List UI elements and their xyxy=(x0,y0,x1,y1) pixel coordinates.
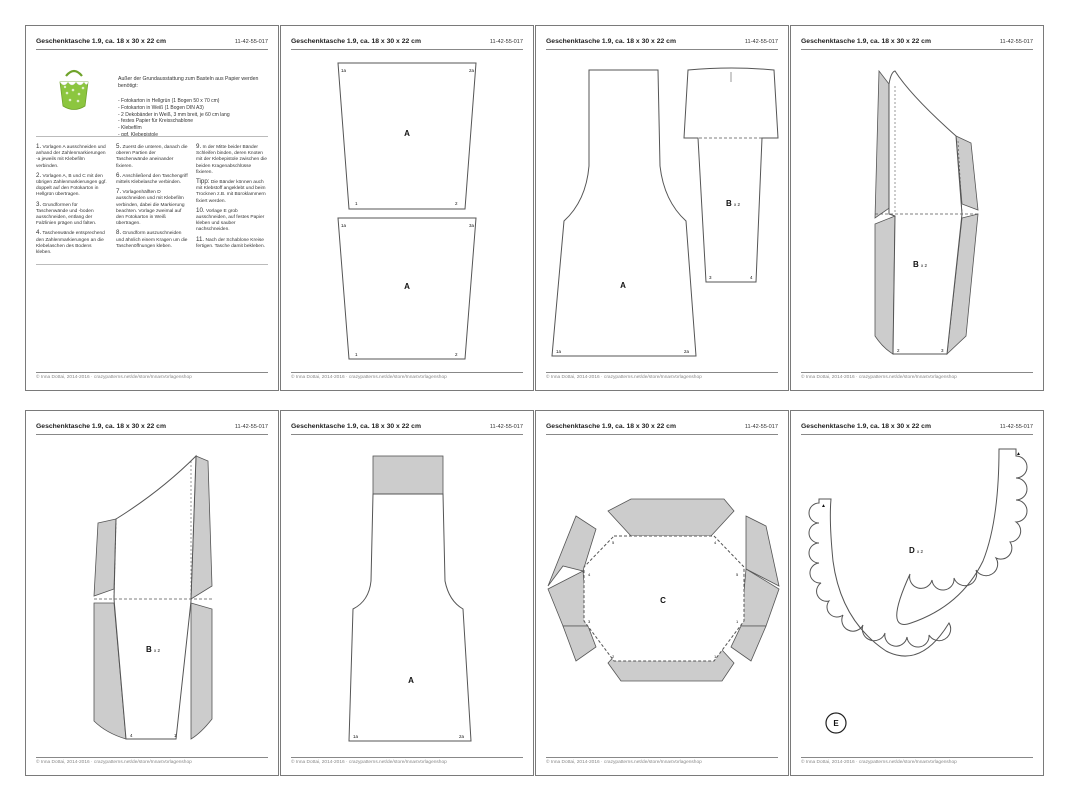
page-title: Geschenktasche 1.9, ca. 18 x 30 x 22 cm xyxy=(801,38,931,45)
page-template-a-handle xyxy=(280,410,534,776)
pattern-code: 11-42-55-017 xyxy=(489,39,523,45)
multiplier-label: x 2 xyxy=(154,648,161,653)
marker-label: 2a xyxy=(684,349,690,354)
page-title: Geschenktasche 1.9, ca. 18 x 30 x 22 cm xyxy=(291,423,421,430)
list-item: - ggf. Klebepistole xyxy=(118,131,159,138)
piece-a-handle xyxy=(552,70,696,356)
marker-label: 2a xyxy=(459,734,465,739)
piece-label: A xyxy=(408,676,414,685)
piece-label: D xyxy=(909,546,915,555)
marker-label: 1 xyxy=(355,352,358,357)
pattern-code: 11-42-55-017 xyxy=(744,39,778,45)
marker-label: 1a xyxy=(341,68,347,73)
pattern-pieces xyxy=(281,411,534,776)
footer-divider xyxy=(801,757,1033,758)
pattern-pieces xyxy=(536,411,789,776)
materials-list xyxy=(118,98,274,139)
page-title: Geschenktasche 1.9, ca. 18 x 30 x 22 cm xyxy=(801,423,931,430)
marker-label: 2 xyxy=(897,348,900,353)
step: 7. Vorlagenhälften D ausschneiden und mit Klebefilm verbinden, dabei die Markierung beachten. Vorlage zweimal auf den Fotokarton in Weiß übertragen. xyxy=(116,188,185,227)
step: 9. In der Mitte beider Bänder Schleifen binden, deren Knoten mit der Klebepistole zwischen die beiden Kragenabschlüsse fixieren. xyxy=(196,143,267,175)
page-template-b-1 xyxy=(790,25,1044,391)
footer-divider xyxy=(291,757,523,758)
glue-flap xyxy=(94,519,116,596)
page-title: Geschenktasche 1.9, ca. 18 x 30 x 22 cm xyxy=(36,38,166,45)
pattern-pieces xyxy=(26,411,279,776)
piece-label: B xyxy=(913,260,919,269)
marker-label: ▲ xyxy=(821,503,826,509)
footer-copyright: © Inna Dottai, 2014-2016 · crazypatterns.net/de/store/InnasVorlagenshop xyxy=(291,760,447,765)
instructions-column-2 xyxy=(116,144,188,253)
multiplier-label: x 2 xyxy=(734,202,741,207)
footer-copyright: © Inna Dottai, 2014-2016 · crazypatterns.net/de/store/InnasVorlagenshop xyxy=(36,375,192,380)
list-item: - Fotokarton in Weiß (1 Bogen DIN A3) xyxy=(118,104,204,111)
glue-flap xyxy=(373,456,443,494)
marker-label: 2 xyxy=(455,201,458,206)
footer-copyright: © Inna Dottai, 2014-2016 · crazypatterns.net/de/store/InnasVorlagenshop xyxy=(801,375,957,380)
pattern-pieces xyxy=(791,26,1044,391)
pattern-pieces xyxy=(791,411,1044,776)
section-divider xyxy=(36,264,268,265)
piece-b-outline xyxy=(684,68,778,282)
page-template-a-b xyxy=(535,25,789,391)
footer-divider xyxy=(36,757,268,758)
footer-divider xyxy=(291,372,523,373)
step: 3. Grundformen für Taschenwände und -boden ausschneiden, entlang der Falzlinien prägen und falten. xyxy=(36,200,97,227)
page-template-b-2 xyxy=(25,410,279,776)
list-item: - 2 Dekobänder in Weiß, 3 mm breit, je 60 cm lang xyxy=(118,111,230,118)
section-divider xyxy=(36,136,268,137)
marker-label: 1 xyxy=(736,619,739,624)
marker-label: 1a xyxy=(341,223,347,228)
list-item: - Klebefilm xyxy=(118,125,142,132)
step: 2. Vorlagen A, B und C mit den übrigen Zahlenmarkierungen ggf. doppelt auf den Fotokarton in Hellgrün übertragen. xyxy=(36,171,107,198)
piece-b xyxy=(114,456,196,739)
marker-label: 3a xyxy=(469,223,475,228)
piece-d-lower xyxy=(809,499,951,656)
footer-copyright: © Inna Dottai, 2014-2016 · crazypatterns.net/de/store/InnasVorlagenshop xyxy=(546,375,702,380)
page-title: Geschenktasche 1.9, ca. 18 x 30 x 22 cm xyxy=(546,38,676,45)
footer-divider xyxy=(801,372,1033,373)
piece-d-upper xyxy=(897,449,1027,624)
step: 11. Nach der Schablone Kreise fertigen. Tasche damit bekleben. xyxy=(196,235,265,249)
marker-label: 5 xyxy=(736,572,739,577)
step: 6. Anschließend den Taschengriff mittels Klebelasche verbinden. xyxy=(116,171,188,186)
marker-label: 4 xyxy=(588,572,591,577)
step: 1. Vorlagen A ausschneiden und anhand der Zahlenmarkierungen -a jeweils mit Klebefilm verbinden. xyxy=(36,143,106,169)
piece-label: B xyxy=(146,645,152,654)
pattern-pieces xyxy=(536,26,789,391)
footer-divider xyxy=(36,372,268,373)
step: 10. Vorlage E grob ausschneiden, auf festes Papier kleben und sauber nachschneiden. xyxy=(196,206,265,233)
piece-label: A xyxy=(620,281,626,290)
pattern-code: 11-42-55-017 xyxy=(234,424,268,430)
instructions-column-3 xyxy=(196,144,268,253)
page-template-a-tops xyxy=(280,25,534,391)
step: 8. Grundform auszuschneiden und ähnlich einem Kragen um die Taschenöffnungen kleben. xyxy=(116,229,188,249)
step: 5. Zuerst die unteren, danach die oberen Partien der Taschenwände aneinander fixieren. xyxy=(116,143,188,169)
footer-copyright: © Inna Dottai, 2014-2016 · crazypatterns.net/de/store/InnasVorlagenshop xyxy=(291,375,447,380)
marker-label: 2 xyxy=(612,654,615,659)
page-title: Geschenktasche 1.9, ca. 18 x 30 x 22 cm xyxy=(291,38,421,45)
marker-label: ▲ xyxy=(1016,451,1021,457)
page-title: Geschenktasche 1.9, ca. 18 x 30 x 22 cm xyxy=(36,423,166,430)
pattern-pieces xyxy=(281,26,534,391)
list-item: - Fotokarton in Hellgrün (1 Bogen 50 x 70 cm) xyxy=(118,98,220,104)
marker-label: 1 xyxy=(174,733,177,738)
step: 4. Taschenwände entsprechend den Zahlenmarkierungen an die Klebelaschen des Bodens kleben. xyxy=(36,229,105,256)
glue-flap xyxy=(608,499,734,536)
pattern-code: 11-42-55-017 xyxy=(744,424,778,430)
glue-flap xyxy=(191,603,212,739)
marker-label: 1a xyxy=(556,349,562,354)
piece-b xyxy=(889,71,962,354)
marker-label: 3 xyxy=(588,619,591,624)
piece-label: E xyxy=(833,719,839,728)
marker-label: 3 xyxy=(941,348,944,353)
footer-copyright: © Inna Dottai, 2014-2016 · crazypatterns.net/de/store/InnasVorlagenshop xyxy=(36,760,192,765)
glue-flap xyxy=(563,626,596,661)
marker-label: 1 xyxy=(714,654,717,659)
page-template-c xyxy=(535,410,789,776)
piece-label: C xyxy=(660,596,666,605)
multiplier-label: x 2 xyxy=(917,549,924,554)
marker-label: 3 xyxy=(709,275,712,280)
pattern-code: 11-42-55-017 xyxy=(999,424,1033,430)
multiplier-label: x 2 xyxy=(921,263,928,268)
piece-label: A xyxy=(404,129,410,138)
glue-flap xyxy=(548,571,588,626)
glue-flap xyxy=(875,216,895,354)
pattern-code: 11-42-55-017 xyxy=(489,424,523,430)
footer-divider xyxy=(546,372,778,373)
footer-copyright: © Inna Dottai, 2014-2016 · crazypatterns.net/de/store/InnasVorlagenshop xyxy=(546,760,702,765)
list-item: - festes Papier für Kreisschablone xyxy=(118,118,194,125)
marker-label: 1a xyxy=(353,734,359,739)
header-divider xyxy=(36,49,268,50)
marker-label: 1 xyxy=(355,201,358,206)
bag-illustration xyxy=(54,66,94,116)
marker-label: 2a xyxy=(469,68,475,73)
marker-label: 4 xyxy=(130,733,133,738)
piece-label: B xyxy=(726,199,732,208)
page-title: Geschenktasche 1.9, ca. 18 x 30 x 22 cm xyxy=(546,423,676,430)
pattern-code: 11-42-55-017 xyxy=(999,39,1033,45)
step: Tipp: Die Bänder können auch mit Klebstoff angeklebt und beim Trocknen z.B. mit Büroklammern fixiert werden. xyxy=(196,178,266,204)
marker-label: 2 xyxy=(455,352,458,357)
materials-intro: Außer der Grundausstattung zum Basteln aus Papier werden benötigt: xyxy=(118,76,259,89)
page-instructions xyxy=(25,25,279,391)
piece-a-handle xyxy=(349,494,471,741)
marker-label: 4 xyxy=(750,275,753,280)
marker-label: 5 xyxy=(612,540,615,545)
piece-label: A xyxy=(404,282,410,291)
instructions-column-1 xyxy=(36,144,108,259)
pattern-code: 11-42-55-017 xyxy=(234,39,268,45)
page-template-d-e xyxy=(790,410,1044,776)
marker-label: 4 xyxy=(714,540,717,545)
footer-copyright: © Inna Dottai, 2014-2016 · crazypatterns.net/de/store/InnasVorlagenshop xyxy=(801,760,957,765)
footer-divider xyxy=(546,757,778,758)
